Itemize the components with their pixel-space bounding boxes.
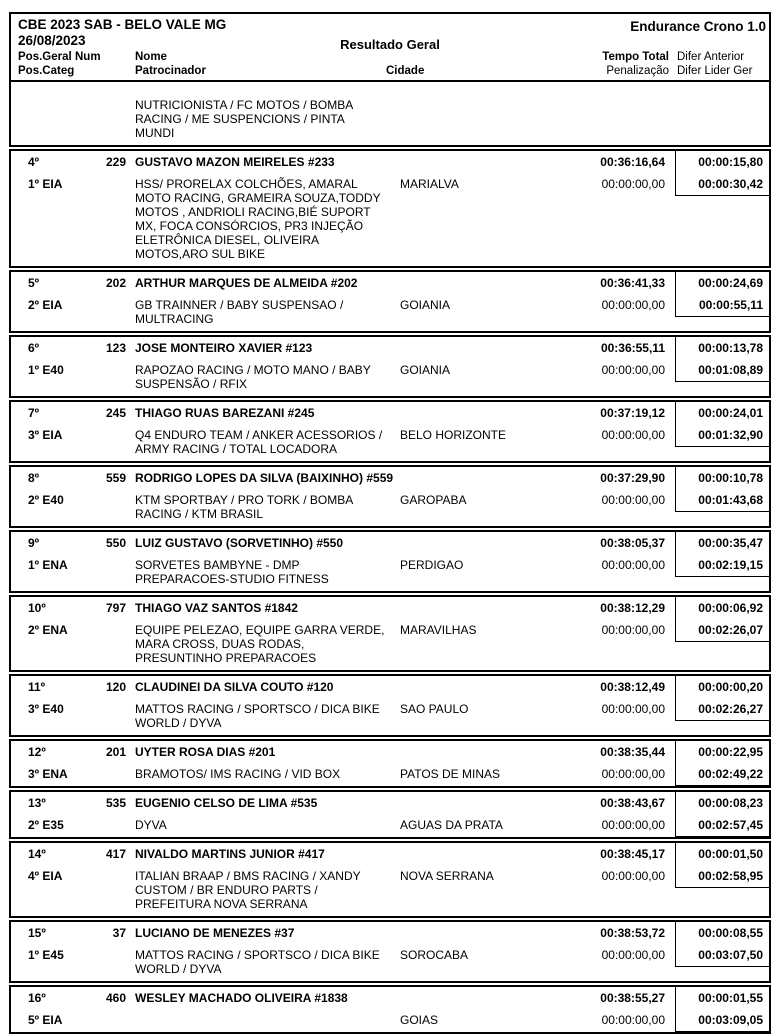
difer-anterior-value: 00:00:06,92 [698,601,763,615]
tempo-total-value: 00:38:45,17 [600,847,665,861]
result-entry [9,739,771,788]
entry-main-row [11,532,769,550]
num-cell: 245 [105,406,126,420]
rider-name: UYTER ROSA DIAS #201 [135,745,276,759]
pos-geral-cell: 13º [28,796,46,810]
city-cell: MARIALVA [400,177,459,191]
difer-box [675,337,769,382]
rider-name: GUSTAVO MAZON MEIRELES #233 [135,155,335,169]
num-cell: 123 [105,341,126,355]
city-cell: SAO PAULO [400,702,469,716]
difer-lider-value: 00:01:43,68 [698,493,763,507]
difer-lider-value: 00:02:58,95 [698,869,763,883]
penalizacao-value: 00:00:00,00 [601,1013,665,1027]
num-cell: 120 [105,680,126,694]
entry-detail-row [11,948,769,981]
result-entry [9,335,771,398]
difer-box [675,532,769,577]
entry-detail-row [11,177,769,266]
difer-box [675,676,769,721]
difer-box [675,402,769,447]
difer-anterior-value: 00:00:10,78 [698,471,763,485]
pos-categ-cell: 2º ENA [28,623,68,637]
result-entry [9,465,771,528]
col-cidade: Cidade [386,65,425,77]
difer-anterior-value: 00:00:15,80 [698,155,763,169]
pos-geral-cell: 11º [28,680,46,694]
result-entry [9,790,771,839]
city-cell: AGUAS DA PRATA [400,818,503,832]
sponsor-text: SORVETES BAMBYNE - DMP PREPARACOES-STUDIO FITNESS [135,558,329,586]
sponsor-text: EQUIPE PELEZAO, EQUIPE GARRA VERDE, MARA CROSS, DUAS RODAS, PRESUNTINHO PREPARACOES [135,623,385,665]
tempo-total-value: 00:38:55,27 [600,991,665,1005]
num-cell: 37 [112,926,126,940]
difer-anterior-value: 00:00:22,95 [698,745,763,759]
city-cell: NOVA SERRANA [400,869,494,883]
sponsor-text: MATTOS RACING / SPORTSCO / DICA BIKE WORLD / DYVA [135,948,380,976]
sponsor-text [131,1013,399,1027]
difer-box [675,741,769,786]
penalizacao-value: 00:00:00,00 [601,702,665,716]
difer-anterior-value: 00:00:24,01 [698,406,763,420]
entry-detail-row [11,1013,769,1032]
city-cell: PERDIGAO [400,558,464,572]
city-cell: GOIAS [400,1013,439,1027]
tempo-total-value: 00:38:35,44 [600,745,665,759]
result-entry [9,841,771,918]
tempo-total-value: 00:36:55,11 [600,341,665,355]
result-entry [9,985,771,1034]
tempo-total-value: 00:38:12,49 [600,680,665,694]
pos-categ-cell: 3º EIA [28,428,63,442]
sponsor-text: GB TRAINNER / BABY SUSPENSAO / MULTRACING [135,298,344,326]
col-patrocinador: Patrocinador [135,65,206,77]
difer-anterior-value: 00:00:08,55 [698,926,763,940]
tempo-total-value: 00:37:29,90 [600,471,665,485]
difer-box [675,987,769,1032]
difer-anterior-value: 00:00:00,20 [698,680,763,694]
entry-main-row [11,272,769,290]
rider-name: CLAUDINEI DA SILVA COUTO #120 [135,680,334,694]
pos-categ-cell: 5º EIA [28,1013,63,1027]
difer-lider-value: 00:02:26,27 [698,702,763,716]
city-cell: SOROCABA [400,948,469,962]
entry-detail-row [11,558,769,591]
difer-box [675,272,769,317]
sponsor-text: BRAMOTOS/ IMS RACING / VID BOX [135,767,341,781]
entry-main-row [11,151,769,169]
rider-name: ARTHUR MARQUES DE ALMEIDA #202 [135,276,358,290]
pos-categ-cell: 2º EIA [28,298,63,312]
result-entry [9,674,771,737]
results-list [9,149,771,1034]
num-cell: 559 [105,471,126,485]
entry-detail-row [11,869,769,916]
difer-anterior-value: 00:00:13,78 [698,341,763,355]
entry-detail-row [11,363,769,396]
result-entry [9,270,771,333]
difer-anterior-value: 00:00:08,23 [698,796,763,810]
result-entry [9,530,771,593]
penalizacao-value: 00:00:00,00 [601,177,665,191]
result-entry [9,400,771,463]
entry-detail-row [11,702,769,735]
pos-geral-cell: 9º [28,536,40,550]
penalizacao-value: 00:00:00,00 [601,818,665,832]
city-cell: GAROPABA [400,493,467,507]
pos-categ-cell: 1º E40 [28,363,64,377]
num-cell: 797 [105,601,126,615]
difer-lider-value: 00:03:07,50 [698,948,763,962]
tempo-total-value: 00:38:05,37 [600,536,665,550]
pos-categ-cell: 1º E45 [28,948,64,962]
result-entry [9,149,771,268]
penalizacao-value: 00:00:00,00 [601,623,665,637]
entry-main-row [11,741,769,759]
difer-box [675,151,769,196]
tempo-total-value: 00:36:41,33 [600,276,665,290]
app-name: Endurance Crono 1.0 [630,19,766,34]
difer-lider-value: 00:02:57,45 [698,818,763,832]
num-cell: 550 [105,536,126,550]
col-pos-geral: Pos.Geral [18,51,72,63]
entry-detail-row [11,428,769,461]
col-difer-anterior: Difer Anterior [677,51,745,63]
num-cell: 201 [105,745,126,759]
rider-name: WESLEY MACHADO OLIVEIRA #1838 [135,991,348,1005]
pos-categ-cell: 3º E40 [28,702,64,716]
pos-categ-cell: 2º E35 [28,818,64,832]
col-nome: Nome [135,51,167,63]
city-cell: PATOS DE MINAS [400,767,501,781]
col-tempo-total: Tempo Total [602,51,669,63]
difer-lider-value: 00:02:19,15 [698,558,763,572]
num-cell: 202 [105,276,126,290]
sponsor-text: NUTRICIONISTA / FC MOTOS / BOMBA RACING / ME SUSPENCIONS / PINTA MUNDI [135,98,353,140]
results-sheet [9,12,771,1034]
difer-anterior-value: 00:00:24,69 [698,276,763,290]
pos-categ-cell: 1º ENA [28,558,68,572]
sponsor-text: RAPOZAO RACING / MOTO MANO / BABY SUSPENSÃO / RFIX [135,363,371,391]
event-title: CBE 2023 SAB - BELO VALE MG [18,17,227,32]
difer-box [675,792,769,837]
difer-lider-value: 00:00:55,11 [698,298,763,312]
difer-box [675,597,769,642]
pos-geral-cell: 14º [28,847,46,861]
penalizacao-value: 00:00:00,00 [601,558,665,572]
penalizacao-value: 00:00:00,00 [601,869,665,883]
sponsor-text: ITALIAN BRAAP / BMS RACING / XANDY CUSTOM / BR ENDURO PARTS / PREFEITURA NOVA SERRANA [135,869,361,911]
rider-name: NIVALDO MARTINS JUNIOR #417 [135,847,325,861]
rider-name: THIAGO RUAS BAREZANI #245 [135,406,315,420]
col-penalizacao: Penalização [606,65,669,77]
rider-name: LUIZ GUSTAVO (SORVETINHO) #550 [135,536,344,550]
rider-name: RODRIGO LOPES DA SILVA (BAIXINHO) #559 [135,471,394,485]
pos-categ-cell: 4º EIA [28,869,63,883]
col-pos-categ: Pos.Categ [18,65,75,77]
pos-geral-cell: 6º [28,341,40,355]
entry-detail-row [11,298,769,331]
sponsor-text: DYVA [135,818,167,832]
tempo-total-value: 00:36:16,64 [600,155,665,169]
difer-anterior-value: 00:00:35,47 [698,536,763,550]
difer-lider-value: 00:00:30,42 [698,177,763,191]
num-cell: 229 [105,155,126,169]
city-cell: MARAVILHAS [400,623,477,637]
sponsor-text: Q4 ENDURO TEAM / ANKER ACESSORIOS / ARMY RACING / TOTAL LOCADORA [135,428,383,456]
entry-detail-row [11,767,769,786]
difer-box [675,922,769,967]
rider-name: THIAGO VAZ SANTOS #1842 [135,601,298,615]
column-headers [11,50,769,78]
entry-main-row [11,843,769,861]
sponsor-text: MATTOS RACING / SPORTSCO / DICA BIKE WORLD / DYVA [135,702,380,730]
report-subtitle: Resultado Geral [340,37,440,52]
num-cell: 417 [105,847,126,861]
difer-lider-value: 00:02:26,07 [698,623,763,637]
pos-categ-cell: 3º ENA [28,767,68,781]
tempo-total-value: 00:38:53,72 [600,926,665,940]
pos-geral-cell: 15º [28,926,46,940]
tempo-total-value: 00:37:19,12 [600,406,665,420]
rider-name: JOSE MONTEIRO XAVIER #123 [135,341,313,355]
carryover-sponsor-block [9,82,771,147]
entry-main-row [11,922,769,940]
difer-lider-value: 00:03:09,05 [698,1013,763,1027]
result-entry [9,595,771,672]
tempo-total-value: 00:38:43,67 [600,796,665,810]
rider-name: EUGENIO CELSO DE LIMA #535 [135,796,318,810]
entry-main-row [11,987,769,1005]
city-cell: GOIANIA [400,298,451,312]
difer-box [675,467,769,512]
num-cell: 460 [105,991,126,1005]
pos-geral-cell: 5º [28,276,40,290]
difer-lider-value: 00:02:49,22 [698,767,763,781]
pos-geral-cell: 4º [28,155,40,169]
col-num: Num [75,51,101,63]
penalizacao-value: 00:00:00,00 [601,298,665,312]
sponsor-text: HSS/ PRORELAX COLCHÕES, AMARAL MOTO RACING, GRAMEIRA SOUZA,TODDY MOTOS , ANDRIOLI RACING,BIÉ SUPORT MX, FOCA CONSÓRCIOS, PR3 INJEÇÃO ELETRÔNICA DIESEL, OLIVEIRA MOTOS,ARO SUL BIKE [135,177,381,261]
difer-lider-value: 00:01:08,89 [698,363,763,377]
sponsor-text: KTM SPORTBAY / PRO TORK / BOMBA RACING / KTM BRASIL [135,493,353,521]
entry-main-row [11,676,769,694]
entry-detail-row [11,623,769,670]
pos-geral-cell: 12º [28,745,46,759]
pos-geral-cell: 16º [28,991,46,1005]
penalizacao-value: 00:00:00,00 [601,493,665,507]
result-entry [9,920,771,983]
entry-detail-row [11,818,769,837]
penalizacao-value: 00:00:00,00 [601,428,665,442]
difer-anterior-value: 00:00:01,55 [698,991,763,1005]
difer-box [675,843,769,888]
penalizacao-value: 00:00:00,00 [601,363,665,377]
entry-main-row [11,467,769,485]
entry-main-row [11,597,769,615]
difer-anterior-value: 00:00:01,50 [698,847,763,861]
entry-main-row [11,402,769,420]
report-header [9,12,771,82]
difer-lider-value: 00:01:32,90 [698,428,763,442]
pos-geral-cell: 7º [28,406,40,420]
rider-name: LUCIANO DE MENEZES #37 [135,926,295,940]
entry-detail-row [11,493,769,526]
pos-geral-cell: 10º [28,601,46,615]
pos-categ-cell: 1º EIA [28,177,63,191]
pos-geral-cell: 8º [28,471,40,485]
entry-main-row [11,337,769,355]
event-date: 26/08/2023 [18,33,86,48]
penalizacao-value: 00:00:00,00 [601,767,665,781]
penalizacao-value: 00:00:00,00 [601,948,665,962]
num-cell: 535 [105,796,126,810]
city-cell: BELO HORIZONTE [400,428,507,442]
pos-categ-cell: 2º E40 [28,493,64,507]
col-difer-lider: Difer Lider Ger [677,65,753,77]
entry-main-row [11,792,769,810]
city-cell: GOIANIA [400,363,451,377]
tempo-total-value: 00:38:12,29 [600,601,665,615]
